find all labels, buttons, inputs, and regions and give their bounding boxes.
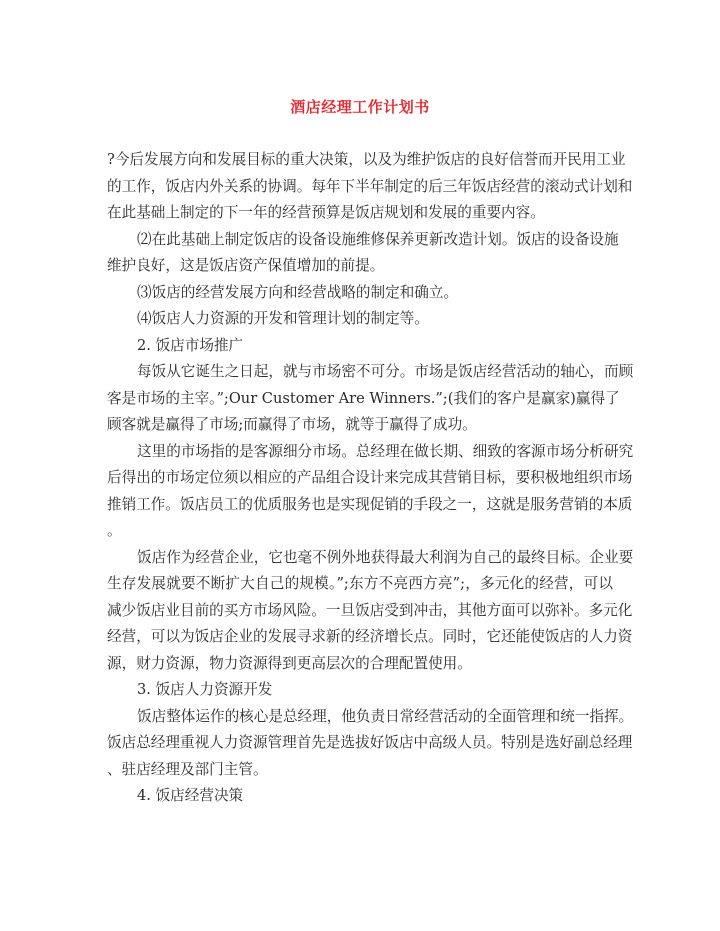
heading-text: 3. 饭店人力资源开发 bbox=[137, 681, 273, 698]
text-line: 饭店整体运作的核心是总经理，他负责日常经营活动的全面管理和统一指挥。 bbox=[137, 707, 634, 725]
text-line: 每饭从它诞生之日起，就与市场密不可分。市场是饭店经营活动的轴心，而顾 bbox=[137, 363, 634, 380]
paragraph-item-2 bbox=[107, 227, 619, 280]
paragraph-diversification bbox=[107, 545, 634, 678]
text-line: 、驻店经理及部门主管。 bbox=[107, 760, 268, 778]
section-heading-market bbox=[107, 333, 613, 360]
text-line: 饭店作为经营企业，它也毫不例外地获得最大利润为自己的最终目标。企业要 bbox=[137, 548, 634, 566]
text-line: 后得出的市场定位须以相应的产品组合设计来完成其营销目标，要积极地组织市场 bbox=[107, 469, 633, 486]
text-line: 的工作，饭店内外关系的协调。每年下半年制定的后三年饭店经营的滚动式计划和 bbox=[107, 177, 633, 195]
paragraph-item-3 bbox=[107, 280, 613, 307]
text-line: 。 bbox=[107, 522, 122, 539]
document-body bbox=[107, 147, 634, 810]
paragraph-item-4 bbox=[107, 306, 613, 333]
document-title: 酒店经理工作计划书 bbox=[290, 98, 430, 116]
text-line: ?今后发展方向和发展目标的重大决策，以及为维护饭店的良好信誉而开民用工业 bbox=[107, 151, 626, 168]
paragraph-market-segment bbox=[107, 439, 634, 545]
paragraph-intro bbox=[107, 147, 633, 227]
heading-text: 4. 饭店经营决策 bbox=[137, 787, 244, 804]
text-line: 源，财力资源，物力资源得到更高层次的合理配置使用。 bbox=[107, 654, 472, 672]
text-line: ⑵在此基础上制定饭店的设备设施维修保养更新改造计划。饭店的设备设施 bbox=[137, 230, 619, 248]
text-line: ⑷饭店人力资源的开发和管理计划的制定等。 bbox=[137, 310, 429, 327]
section-heading-decision bbox=[107, 783, 613, 810]
text-line: 在此基础上制定的下一年的经营预算是饭店规划和发展的重要内容。 bbox=[107, 204, 545, 221]
text-line: ⑶饭店的经营发展方向和经营战略的制定和确立。 bbox=[137, 283, 459, 301]
heading-text: 2. 饭店市场推广 bbox=[137, 336, 244, 354]
text-line: 经营，可以为饭店企业的发展寻求新的经济增长点。同时，它还能使饭店的人力资 bbox=[107, 628, 633, 645]
text-line: 客是市场的主宰。”;Our Customer Are Winners.”;(我们的客户是赢家)赢得了 bbox=[107, 389, 620, 407]
section-heading-hr bbox=[107, 677, 613, 704]
text-line: 推销工作。饭店员工的优质服务也是实现促销的手段之一，这就是服务营销的本质 bbox=[107, 495, 633, 513]
paragraph-hr bbox=[107, 704, 634, 784]
text-line: 饭店总经理重视人力资源管理首先是选拔好饭店中高级人员。特别是选好副总经理 bbox=[107, 734, 633, 751]
text-line: 这里的市场指的是客源细分市场。总经理在做长期、细致的客源市场分析研究 bbox=[137, 442, 634, 460]
paragraph-market-intro bbox=[107, 359, 634, 439]
text-line: 顾客就是赢得了市场;而赢得了市场，就等于赢得了成功。 bbox=[107, 416, 477, 433]
text-line: 维护良好，这是饭店资产保值增加的前提。 bbox=[107, 257, 385, 274]
text-line: 减少饭店业目前的买方市场风险。一旦饭店受到冲击，其他方面可以弥补。多元化 bbox=[107, 601, 633, 619]
text-line: 生存发展就要不断扩大自己的规模。”;东方不亮西方亮”;，多元化的经营，可以 bbox=[107, 575, 613, 592]
